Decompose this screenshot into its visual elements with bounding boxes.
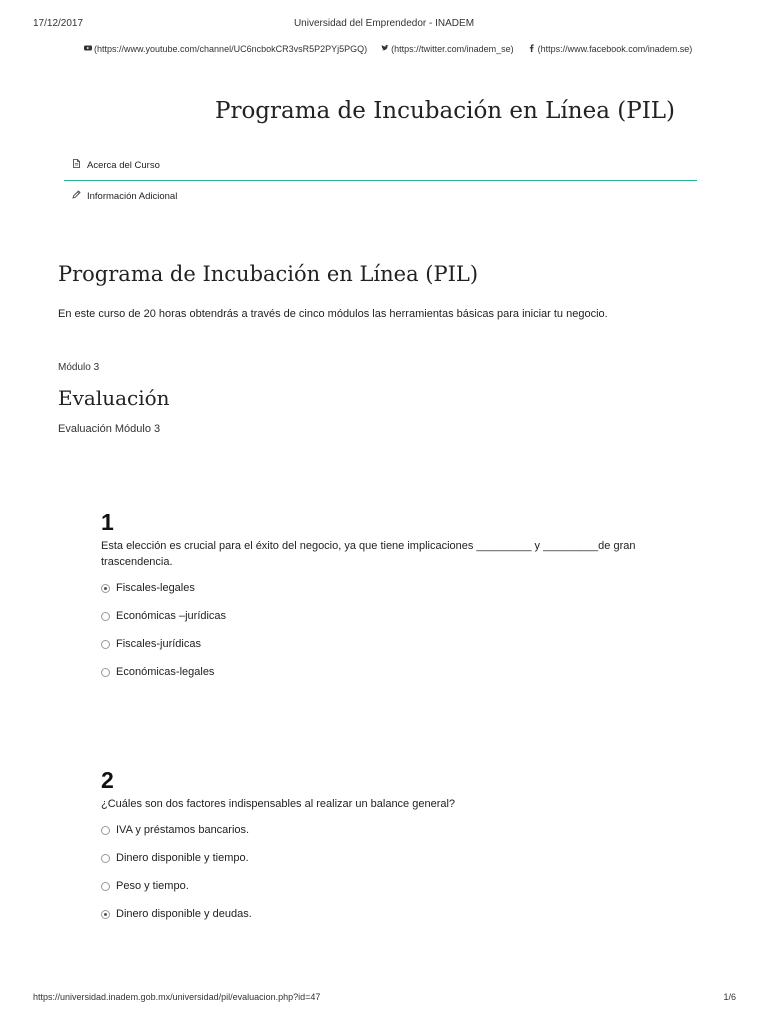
answer-option-label: Peso y tiempo. (116, 880, 189, 892)
answer-option[interactable] (101, 816, 681, 844)
answer-options (101, 574, 681, 686)
answer-option[interactable] (101, 900, 681, 928)
nav-about-course[interactable] (72, 159, 160, 171)
answer-option-label: IVA y préstamos bancarios. (116, 824, 250, 836)
answer-option[interactable] (101, 574, 681, 602)
nav-additional-info-label: Información Adicional (87, 190, 178, 202)
youtube-link[interactable] (84, 44, 367, 54)
radio-button[interactable] (101, 640, 110, 649)
section-title: Evaluación (58, 386, 170, 410)
radio-button[interactable] (101, 826, 110, 835)
print-footer-url: https://universidad.inadem.gob.mx/universidad/pil/evaluacion.php?id=47 (33, 992, 321, 1002)
answer-option-label: Dinero disponible y tiempo. (116, 852, 249, 864)
answer-option-label: Dinero disponible y deudas. (116, 908, 252, 920)
radio-button[interactable] (101, 612, 110, 621)
facebook-link-text: (https://www.facebook.com/inadem.se) (537, 44, 693, 54)
nav-about-course-label: Acerca del Curso (87, 159, 160, 171)
radio-button-selected[interactable] (101, 910, 110, 919)
youtube-link-text: (https://www.youtube.com/channel/UC6ncbokCR3vsR5P2PYj5PGQ) (94, 44, 368, 54)
twitter-link-text: (https://twitter.com/inadem_se) (391, 44, 514, 54)
section-subtitle: Evaluación Módulo 3 (58, 423, 161, 435)
pencil-icon (72, 190, 81, 202)
document-icon (72, 159, 81, 171)
answer-option-label: Fiscales-jurídicas (116, 638, 201, 650)
nav-additional-info[interactable] (72, 190, 177, 202)
nav-divider (64, 180, 697, 181)
question-text: ¿Cuáles son dos factores indispensables al realizar un balance general? (101, 798, 456, 810)
question-number: 1 (101, 509, 114, 535)
facebook-icon (528, 44, 536, 54)
print-page-title: Universidad del Emprendedor - INADEM (293, 18, 475, 29)
page-title: Programa de Incubación en Línea (PIL) (214, 98, 676, 124)
answer-option[interactable] (101, 872, 681, 900)
question-number: 2 (101, 767, 114, 793)
answer-option-label: Económicas –jurídicas (116, 610, 227, 622)
answer-option[interactable] (101, 658, 681, 686)
radio-button-selected[interactable] (101, 584, 110, 593)
radio-button[interactable] (101, 882, 110, 891)
twitter-icon (381, 44, 389, 54)
question-1 (101, 508, 681, 686)
module-label: Módulo 3 (58, 362, 100, 373)
answer-option-label: Económicas-legales (116, 666, 215, 678)
answer-option-label: Fiscales-legales (116, 582, 195, 594)
question-2 (101, 766, 681, 928)
print-date: 17/12/2017 (33, 18, 84, 29)
print-page-number: 1/6 (723, 992, 736, 1002)
radio-button[interactable] (101, 668, 110, 677)
course-description: En este curso de 20 horas obtendrás a través de cinco módulos las herramientas básicas para iniciar tu negocio. (58, 308, 608, 320)
radio-button[interactable] (101, 854, 110, 863)
youtube-icon (84, 44, 92, 54)
facebook-link[interactable] (528, 44, 693, 54)
answer-option[interactable] (101, 602, 681, 630)
course-title: Programa de Incubación en Línea (PIL) (58, 262, 479, 286)
answer-option[interactable] (101, 844, 681, 872)
answer-option[interactable] (101, 630, 681, 658)
question-text: Esta elección es crucial para el éxito del negocio, ya que tiene implicaciones _________ y _________de gran trascendencia. (101, 540, 636, 568)
twitter-link[interactable] (381, 44, 514, 54)
social-links (84, 44, 692, 54)
answer-options (101, 816, 681, 928)
